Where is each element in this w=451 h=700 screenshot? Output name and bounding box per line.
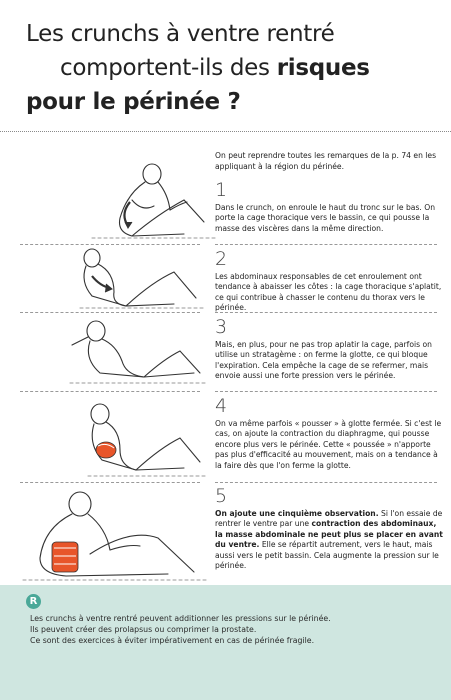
text-divider-2 bbox=[215, 312, 437, 313]
title-line-1: Les crunchs à ventre rentré bbox=[26, 21, 335, 47]
step-1-text: Dans le crunch, on enroule le haut du tronc sur le bas. On porte la cage thoracique vers le bassin, ce qui pousse la masse des viscères dans la même direction. bbox=[215, 203, 436, 233]
step-5-bold-1: On ajoute une cinquième observation. bbox=[215, 509, 379, 518]
summary-line-1: Les crunchs à ventre rentré peuvent additionner les pressions sur le périnée. bbox=[30, 614, 331, 623]
text-divider-3 bbox=[215, 391, 437, 392]
text-divider-4 bbox=[215, 482, 437, 483]
title-line-2 bbox=[60, 54, 370, 82]
title-line-2-bold: risques bbox=[276, 55, 370, 81]
figure-divider-2 bbox=[20, 312, 200, 313]
summary-line-3: Ce sont des exercices à éviter impérativement en cas de périnée fragile. bbox=[30, 635, 315, 645]
step-5-text-2: Elle se répartit autrement, vers le haut, mais aussi vers le petit bassin. Cela augmente la pression sur le périnée. bbox=[215, 540, 439, 571]
step-5 bbox=[215, 486, 445, 571]
summary-text bbox=[30, 614, 440, 646]
intro-text: On peut reprendre toutes les remarques de la p. 74 en les appliquant à la région du périnée. bbox=[215, 151, 437, 171]
figure-divider-3 bbox=[20, 391, 200, 392]
crunch-figure-5 bbox=[18, 488, 213, 584]
step-2 bbox=[215, 249, 445, 314]
text-divider-1 bbox=[215, 244, 437, 245]
crunch-figure-2 bbox=[70, 246, 210, 310]
summary-badge: R bbox=[26, 594, 41, 609]
step-5-bold-2: contraction des abdominaux, la masse abdominale ne peut plus se placer en avant du ventre. bbox=[215, 519, 443, 550]
step-1 bbox=[215, 180, 445, 234]
step-5-text bbox=[215, 509, 445, 571]
step-5-number: 5 bbox=[215, 485, 228, 507]
step-4-text: On va même parfois « pousser » à glotte fermée. Si c'est le cas, on ajoute la contraction du diaphragme, qui pousse encore plus vers le périnée. Cette « poussée » n'apporte pas plus d'efficacité au mouvement, mais on a tendance à la faire dès que l'on ferme la glotte. bbox=[215, 419, 442, 470]
title-divider bbox=[0, 131, 451, 132]
summary-line-2: Ils peuvent créer des prolapsus ou comprimer la prostate. bbox=[30, 624, 257, 634]
title-line-3: pour le périnée ? bbox=[26, 89, 241, 115]
step-3-number: 3 bbox=[215, 316, 228, 338]
step-3-text: Mais, en plus, pour ne pas trop aplatir la cage, parfois on utilise un stratagème : on ferme la glotte, ce qui bloque l'expiration. Cela empêche la cage de se refermer, mais envoie aussi une forte pression vers le périnée. bbox=[215, 340, 432, 381]
title-line-2-text: comportent-ils des bbox=[60, 55, 277, 81]
crunch-figure-4 bbox=[80, 398, 210, 480]
figure-divider-1 bbox=[20, 244, 200, 245]
step-5-text-1: Si l'on essaie de rentrer le ventre par une bbox=[215, 509, 443, 529]
step-4 bbox=[215, 396, 445, 471]
page-title bbox=[0, 0, 451, 125]
step-1-number: 1 bbox=[215, 179, 228, 201]
step-2-text: Les abdominaux responsables de cet enroulement ont tendance à abaisser les côtes : la cage thoracique s'aplatit, ce qui contribue à chasser le contenu du thorax vers le périnée. bbox=[215, 272, 442, 313]
crunch-figure-3 bbox=[60, 315, 210, 387]
step-2-number: 2 bbox=[215, 248, 228, 270]
step-4-number: 4 bbox=[215, 395, 228, 417]
figure-divider-4 bbox=[20, 482, 200, 483]
step-3 bbox=[215, 317, 445, 382]
crunch-figure-1 bbox=[72, 160, 222, 242]
